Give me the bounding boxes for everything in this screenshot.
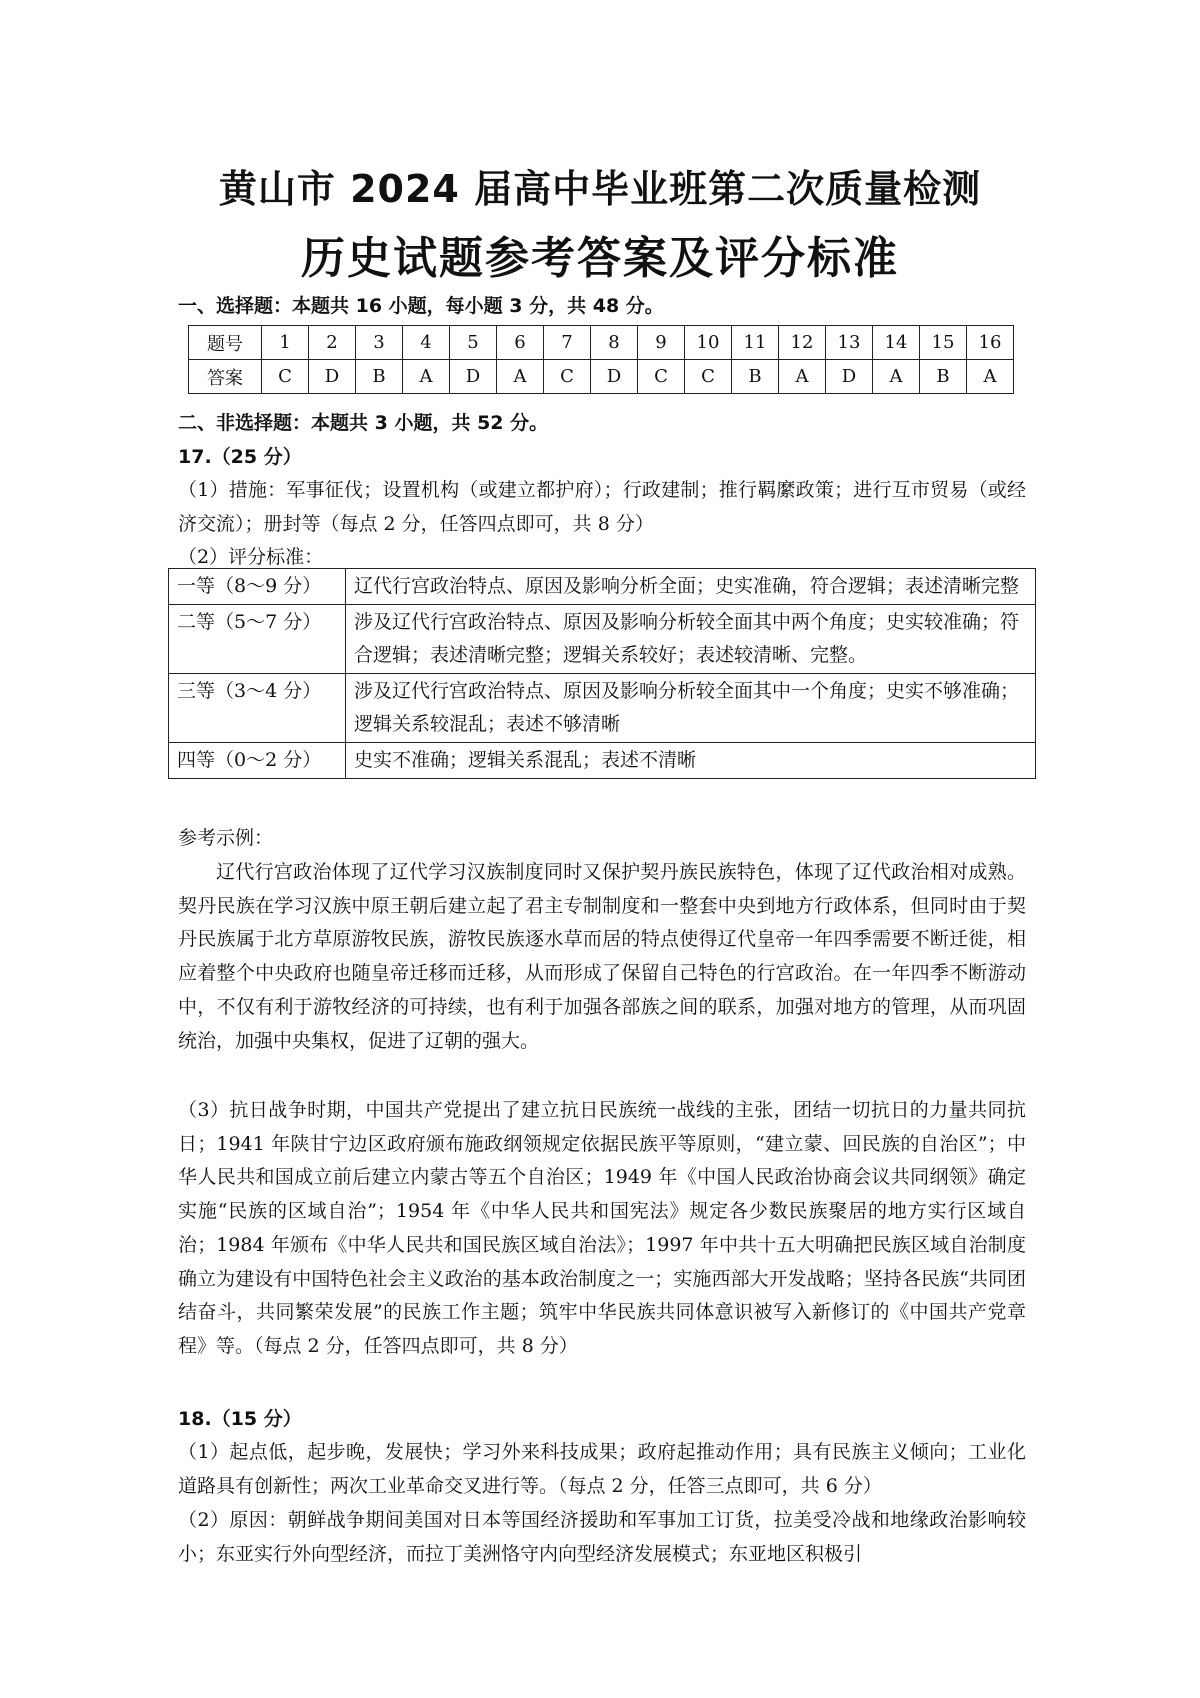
- question-number: 1: [262, 326, 309, 360]
- answer-cell: B: [732, 360, 779, 394]
- q17-part2-label: （2）评分标准：: [178, 546, 324, 568]
- question-number: 10: [685, 326, 732, 360]
- question-number: 7: [544, 326, 591, 360]
- document-title: 历史试题参考答案及评分标准: [301, 233, 899, 284]
- exam-title: 黄山市 2024 届高中毕业班第二次质量检测: [218, 167, 982, 211]
- grade-description: 涉及辽代行宫政治特点、原因及影响分析较全面其中两个角度；史实较准确；符合逻辑；表述清晰完整；逻辑关系较好；表述较清晰、完整。: [346, 605, 1036, 674]
- answer-cell: C: [262, 360, 309, 394]
- question-number: 6: [497, 326, 544, 360]
- question-number: 8: [591, 326, 638, 360]
- answer-row: [189, 360, 1014, 394]
- question-number: 4: [403, 326, 450, 360]
- answer-cell: D: [309, 360, 356, 394]
- grade-description: 辽代行宫政治特点、原因及影响分析全面；史实准确，符合逻辑；表述清晰完整: [346, 569, 1036, 605]
- grade-level: 三等（3～4 分）: [169, 674, 346, 743]
- question-number: 14: [873, 326, 920, 360]
- q18-heading: 18.（15 分）: [178, 1408, 302, 1430]
- question-number: 15: [920, 326, 967, 360]
- grade-row: [169, 743, 1036, 779]
- q17-heading: 17.（25 分）: [178, 446, 302, 468]
- number-row: [189, 326, 1014, 360]
- question-number: 13: [826, 326, 873, 360]
- q18-part2: （2）原因：朝鲜战争期间美国对日本等国经济援助和军事加工订货，拉美受冷战和地缘政治影响较小；东亚实行外向型经济，而拉丁美洲恪守内向型经济发展模式；东亚地区积极引: [178, 1509, 1026, 1565]
- answer-cell: C: [638, 360, 685, 394]
- grade-row: [169, 569, 1036, 605]
- question-number: 16: [967, 326, 1014, 360]
- q18-part1: （1）起点低，起步晚，发展快；学习外来科技成果；政府起推动作用；具有民族主义倾向；工业化道路具有创新性；两次工业革命交叉进行等。（每点 2 分，任答三点即可，共 6 分）: [178, 1441, 1026, 1497]
- question-number: 2: [309, 326, 356, 360]
- answer-table: [188, 325, 1014, 394]
- section1-heading: 一、选择题：本题共 16 小题，每小题 3 分，共 48 分。: [178, 295, 664, 317]
- answer-cell: A: [497, 360, 544, 394]
- grade-level: 四等（0～2 分）: [169, 743, 346, 779]
- question-number: 5: [450, 326, 497, 360]
- q17-part3: （3）抗日战争时期，中国共产党提出了建立抗日民族统一战线的主张，团结一切抗日的力量共同抗日；1941 年陕甘宁边区政府颁布施政纲领规定依据民族平等原则，“建立蒙、回民族的自治区”；中华人民共和国成立前后建立内蒙古等五个自治区；1949 年《中国人民政治协商会议共同纲领》确定实施“民族的区域自治”；1954 年《中华人民共和国宪法》规定各少数民族聚居的地方实行区域自治；1984 年颁布《中华人民共和国民族区域自治法》；1997 年中共十五大明确把民族区域自治制度确立为建设有中国特色社会主义政治的基本政治制度之一；实施西部大开发战略；坚持各民族“共同团结奋斗，共同繁荣发展”的民族工作主题；筑牢中华民族共同体意识被写入新修订的《中国共产党章程》等。（每点 2 分，任答四点即可，共 8 分）: [178, 1099, 1026, 1357]
- question-number: 12: [779, 326, 826, 360]
- grade-row: [169, 674, 1036, 743]
- answer-cell: A: [403, 360, 450, 394]
- reference-example: 辽代行宫政治体现了辽代学习汉族制度同时又保护契丹族民族特色，体现了辽代政治相对成熟。契丹民族在学习汉族中原王朝后建立起了君主专制制度和一整套中央到地方行政体系，但同时由于契丹民族属于北方草原游牧民族，游牧民族逐水草而居的特点使得辽代皇帝一年四季需要不断迁徙，相应着整个中央政府也随皇帝迁移而迁移，从而形成了保留自己特色的行宫政治。在一年四季不断游动中，不仅有利于游牧经济的可持续，也有利于加强各部族之间的联系，加强对地方的管理，从而巩固统治，加强中央集权，促进了辽朝的强大。: [178, 861, 1026, 1052]
- row-label-answer: 答案: [189, 360, 262, 394]
- example-label: 参考示例：: [178, 827, 274, 849]
- grade-level: 一等（8～9 分）: [169, 569, 346, 605]
- answer-cell: A: [967, 360, 1014, 394]
- grade-description: 涉及辽代行宫政治特点、原因及影响分析较全面其中一个角度；史实不够准确；逻辑关系较混乱；表述不够清晰: [346, 674, 1036, 743]
- grade-row: [169, 605, 1036, 674]
- section2-heading: 二、非选择题：本题共 3 小题，共 52 分。: [178, 412, 549, 434]
- answer-cell: C: [544, 360, 591, 394]
- answer-cell: D: [450, 360, 497, 394]
- grade-level: 二等（5～7 分）: [169, 605, 346, 674]
- question-number: 11: [732, 326, 779, 360]
- answer-cell: D: [591, 360, 638, 394]
- answer-cell: C: [685, 360, 732, 394]
- question-number: 3: [356, 326, 403, 360]
- question-number: 9: [638, 326, 685, 360]
- answer-cell: A: [873, 360, 920, 394]
- q17-part1: （1）措施：军事征伐；设置机构（或建立都护府）；行政建制；推行羁縻政策；进行互市贸易（或经济交流）；册封等（每点 2 分，任答四点即可，共 8 分）: [178, 479, 1026, 535]
- answer-cell: B: [920, 360, 967, 394]
- row-label-number: 题号: [189, 326, 262, 360]
- grade-description: 史实不准确；逻辑关系混乱；表述不清晰: [346, 743, 1036, 779]
- answer-cell: D: [826, 360, 873, 394]
- answer-cell: B: [356, 360, 403, 394]
- answer-cell: A: [779, 360, 826, 394]
- grading-table: [168, 568, 1036, 779]
